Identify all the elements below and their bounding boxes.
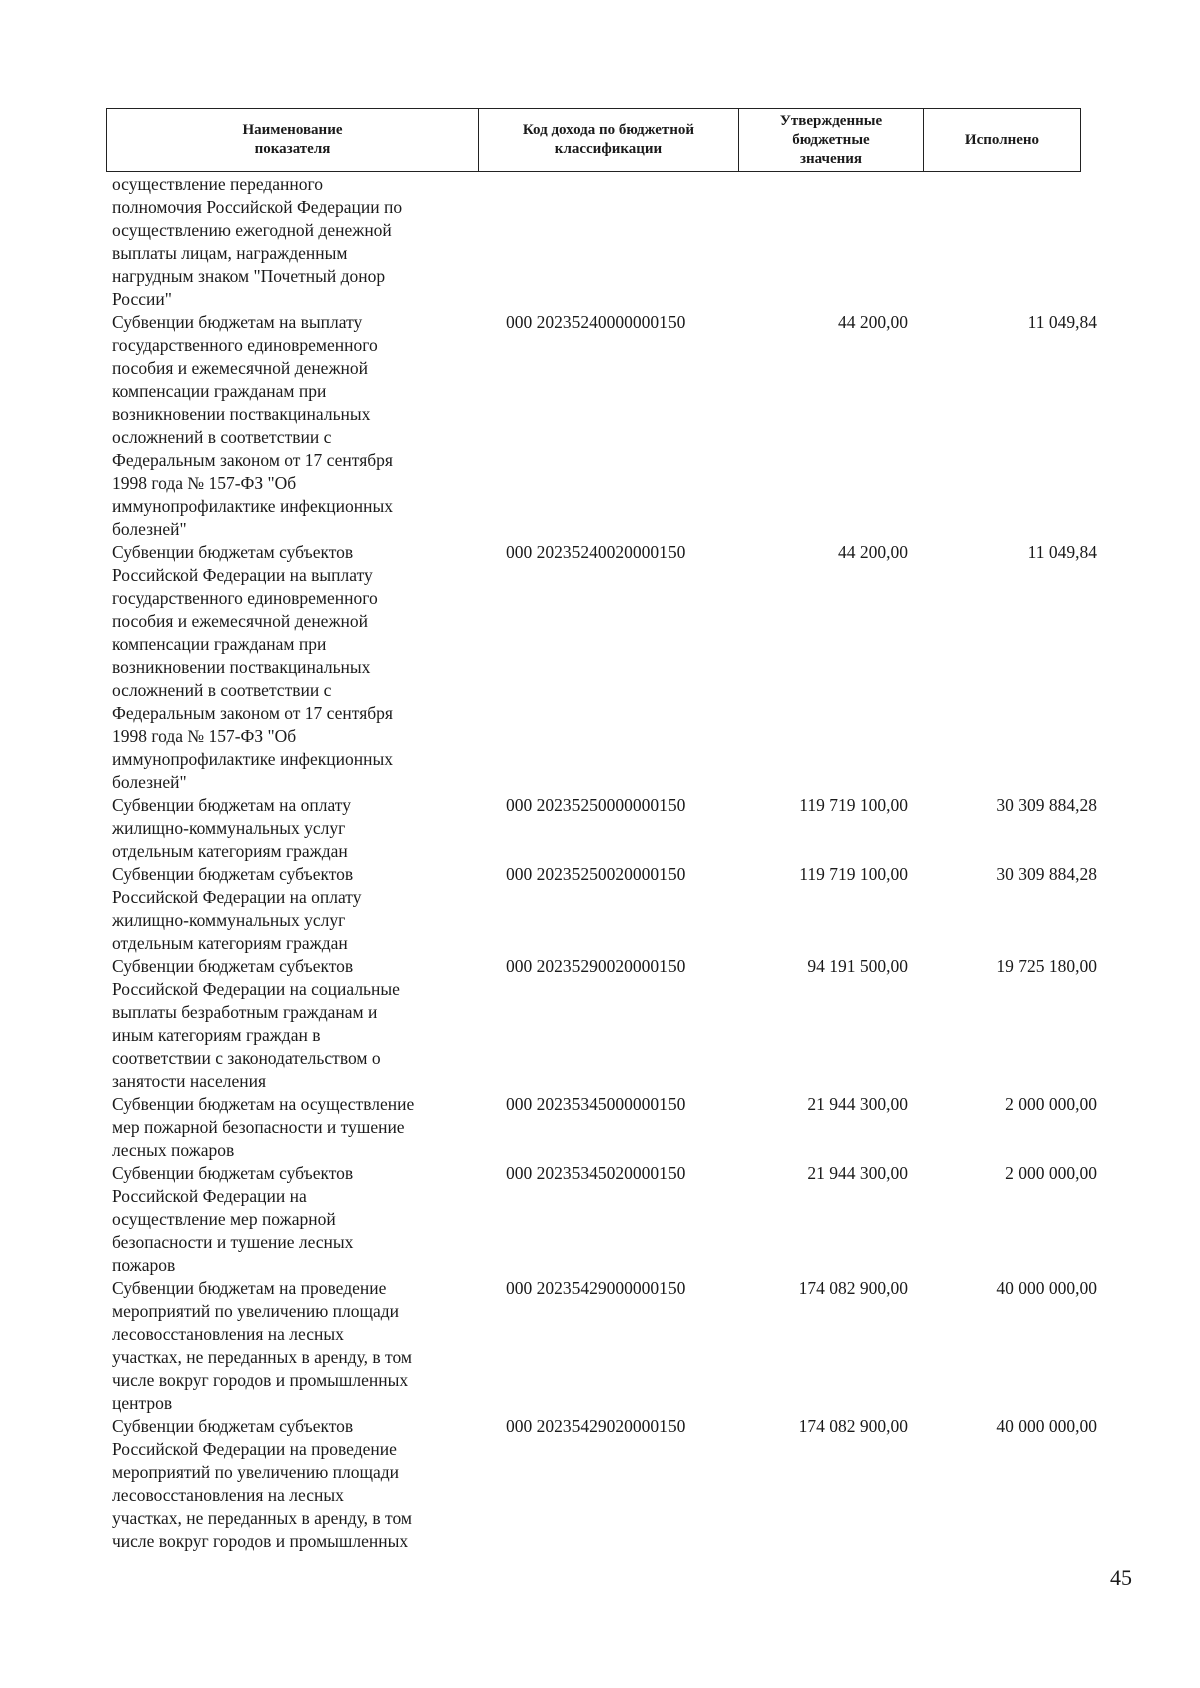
row-executed: 30 309 884,28 — [996, 864, 1097, 884]
row-approved: 21 944 300,00 — [807, 1094, 908, 1114]
table-row — [0, 173, 1200, 311]
row-name: Субвенции бюджетам на осуществление мер пожарной безопасности и тушение лесных пожаров — [112, 1094, 415, 1160]
row-name: осуществление переданного полномочия Российской Федерации по осуществлению ежегодной денежной выплаты лицам, награжденным нагрудным знаком "Почетный донор России" — [112, 174, 403, 309]
row-name: Субвенции бюджетам на выплату государственного единовременного пособия и ежемесячной денежной компенсации гражданам при возникновении поствакцинальных осложнений в соответствии с Федеральным законом от 17 сентября 1998 года № 157-ФЗ "Об иммунопрофилактике инфекционных болезней" — [112, 312, 393, 539]
header-name: Наименование показателя — [107, 109, 479, 171]
row-approved: 21 944 300,00 — [807, 1163, 908, 1183]
row-name: Субвенции бюджетам субъектов Российской Федерации на осуществление мер пожарной безопасности и тушение лесных пожаров — [112, 1163, 354, 1275]
row-approved: 174 082 900,00 — [798, 1416, 908, 1436]
row-name: Субвенции бюджетам на оплату жилищно-коммунальных услуг отдельным категориям граждан — [112, 795, 351, 861]
row-executed: 2 000 000,00 — [1005, 1094, 1097, 1114]
header-executed: Исполнено — [964, 131, 1040, 148]
table-row — [0, 955, 1200, 1093]
row-executed: 40 000 000,00 — [996, 1278, 1097, 1298]
row-code: 000 20235250020000150 — [506, 864, 686, 884]
header-code: Код дохода по бюджетной классификации — [479, 109, 739, 171]
row-code: 000 20235345020000150 — [506, 1163, 686, 1183]
table-row — [0, 1415, 1200, 1553]
table-row — [0, 1277, 1200, 1415]
table-row — [0, 1162, 1200, 1277]
row-executed: 11 049,84 — [1027, 542, 1097, 562]
row-name: Субвенции бюджетам субъектов Российской Федерации на выплату государственного единовременного пособия и ежемесячной денежной компенсации гражданам при возникновении поствакцинальных осложнений в соответствии с Федеральным законом от 17 сентября 1998 года № 157-ФЗ "Об иммунопрофилактике инфекционных болезней" — [112, 542, 393, 792]
row-approved: 94 191 500,00 — [807, 956, 908, 976]
row-executed: 19 725 180,00 — [996, 956, 1097, 976]
row-name: Субвенции бюджетам субъектов Российской Федерации на социальные выплаты безработным гражданам и иным категориям граждан в соответствии с законодательством о занятости населения — [112, 956, 400, 1091]
row-approved: 174 082 900,00 — [798, 1278, 908, 1298]
header-approved: Утвержденные бюджетные значения — [739, 109, 924, 171]
row-code: 000 20235429000000150 — [506, 1278, 686, 1298]
row-approved: 44 200,00 — [838, 542, 908, 562]
table-row — [0, 1093, 1200, 1162]
row-code: 000 20235345000000150 — [506, 1094, 686, 1114]
table-row — [0, 863, 1200, 955]
row-executed: 2 000 000,00 — [1005, 1163, 1097, 1183]
page-number: 45 — [1110, 1565, 1132, 1590]
row-executed: 40 000 000,00 — [996, 1416, 1097, 1436]
row-code: 000 20235290020000150 — [506, 956, 686, 976]
row-code: 000 20235240000000150 — [506, 312, 686, 332]
table-row — [0, 541, 1200, 794]
row-code: 000 20235250000000150 — [506, 795, 686, 815]
row-approved: 119 719 100,00 — [799, 795, 908, 815]
row-name: Субвенции бюджетам на проведение мероприятий по увеличению площади лесовосстановления на лесных участках, не переданных в аренду, в том числе вокруг городов и промышленных центров — [112, 1278, 412, 1413]
table-row — [0, 794, 1200, 863]
row-approved: 119 719 100,00 — [799, 864, 908, 884]
row-name: Субвенции бюджетам субъектов Российской Федерации на проведение мероприятий по увеличению площади лесовосстановления на лесных участках, не переданных в аренду, в том числе вокруг городов и промышленных — [112, 1416, 412, 1551]
row-code: 000 20235240020000150 — [506, 542, 686, 562]
row-code: 000 20235429020000150 — [506, 1416, 686, 1436]
table-body — [0, 173, 1200, 1553]
row-name: Субвенции бюджетам субъектов Российской Федерации на оплату жилищно-коммунальных услуг отдельным категориям граждан — [112, 864, 362, 953]
table-header — [106, 108, 1081, 172]
row-executed: 30 309 884,28 — [996, 795, 1097, 815]
table-row — [0, 311, 1200, 541]
row-executed: 11 049,84 — [1027, 312, 1097, 332]
row-approved: 44 200,00 — [838, 312, 908, 332]
